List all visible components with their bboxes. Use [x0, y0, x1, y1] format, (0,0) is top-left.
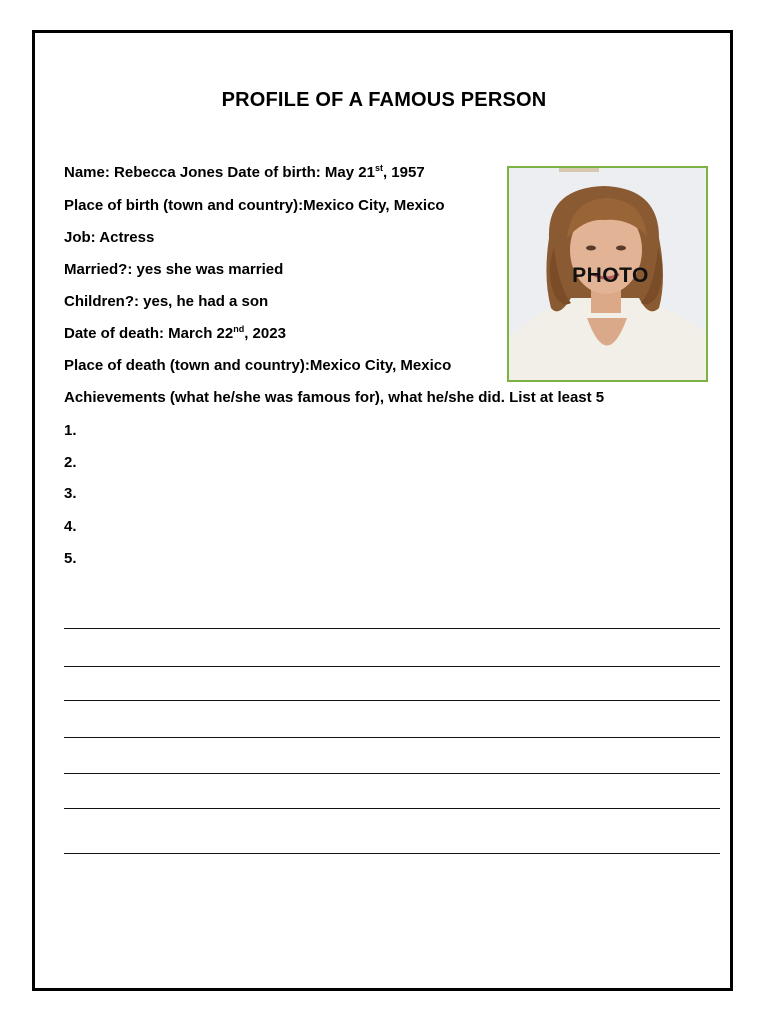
place-of-death: Place of death (town and country):Mexico City, Mexico — [64, 357, 452, 374]
dob-year: , 1957 — [382, 164, 425, 181]
dod-year: , 2023 — [244, 325, 286, 342]
achievements-prompt: Achievements (what he/she was famous for), what he/she did. List at least 5 — [64, 389, 605, 406]
married: Married?: yes she was married — [64, 261, 284, 278]
writing-line[interactable] — [64, 700, 720, 701]
place-of-birth: Place of birth (town and country):Mexico City, Mexico — [64, 197, 445, 214]
achievement-number-3: 3. — [64, 485, 77, 502]
achievement-number-1: 1. — [64, 422, 77, 439]
achievement-number-2: 2. — [64, 454, 77, 471]
achievement-number-5: 5. — [64, 550, 77, 567]
name-dob-line — [64, 164, 425, 181]
writing-line[interactable] — [64, 737, 720, 738]
date-of-death-label: Date of death: March 22 — [64, 325, 234, 342]
writing-line[interactable] — [64, 628, 720, 629]
job: Job: Actress — [64, 229, 155, 246]
photo-label: PHOTO — [572, 264, 649, 287]
writing-line[interactable] — [64, 773, 720, 774]
writing-line[interactable] — [64, 853, 720, 854]
page-title: PROFILE OF A FAMOUS PERSON — [221, 89, 547, 111]
achievement-number-4: 4. — [64, 518, 77, 535]
photo-frame — [507, 166, 708, 382]
children: Children?: yes, he had a son — [64, 293, 269, 310]
date-of-death-line — [64, 325, 286, 342]
writing-line[interactable] — [64, 666, 720, 667]
name-dob-label: Name: Rebecca Jones Date of birth: May 21 — [64, 164, 375, 181]
dod-ordinal-suffix: nd — [233, 324, 245, 334]
dob-ordinal-suffix: st — [374, 163, 383, 173]
writing-line[interactable] — [64, 808, 720, 809]
